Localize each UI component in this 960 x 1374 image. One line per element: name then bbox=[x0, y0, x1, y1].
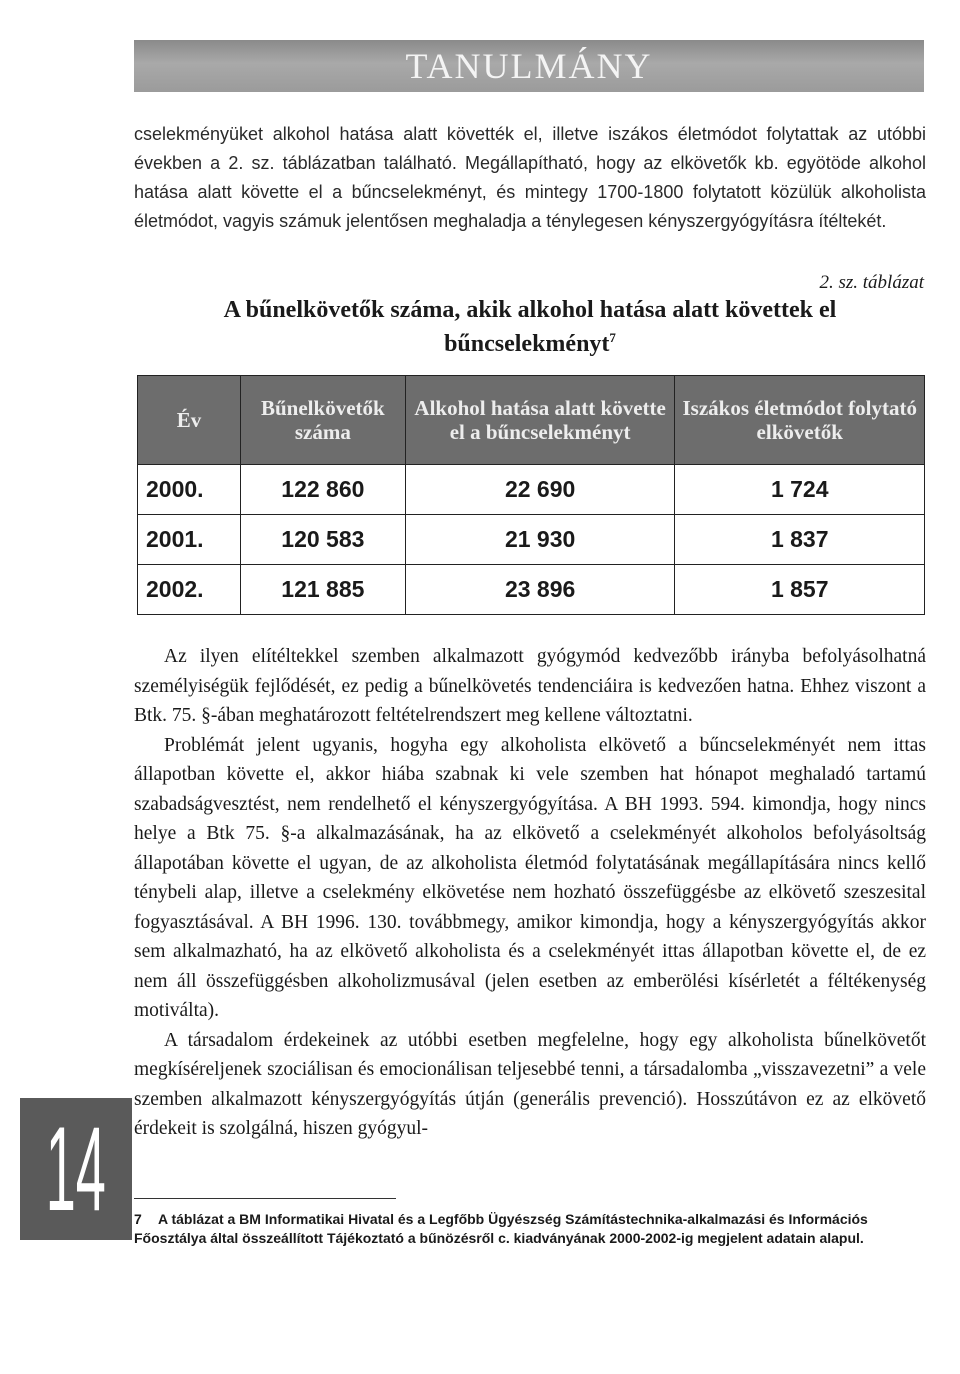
page-number-badge bbox=[20, 1098, 132, 1240]
cell-alcoholic-lifestyle: 1 857 bbox=[675, 565, 925, 615]
table-header-row bbox=[138, 376, 925, 465]
paragraph: Az ilyen elítéltekkel szemben alkalmazott gyógymód kedvezőbb irányba befolyásolhatná személyiségük fejlődését, ez pedig a bűnelkövetés tendenciáira is kedvezően hatna. Ehhez viszont a Btk. 75. §-ában meghatározott feltételrendszert meg kellene változtatni. bbox=[134, 646, 926, 726]
paragraph: A társadalom érdekeinek az utóbbi esetben megfelelne, hogy egy alkoholista bűnelkövetőt megkíséreljenek szociálisan és emocionálisan teljesebbé tenni, a társadalomba „visszavezetni” a vele szemben alkalmazott kényszergyógyítás útján (generális prevenció). Hosszútávon ez az elkövető érdekeit is szolgálná, hiszen gyógyul- bbox=[134, 1029, 926, 1139]
table-row bbox=[138, 515, 925, 565]
table-row bbox=[138, 465, 925, 515]
cell-under-influence: 23 896 bbox=[405, 565, 675, 615]
cell-offenders: 120 583 bbox=[240, 515, 405, 565]
table-title-text: A bűnelkövetők száma, akik alkohol hatása alatt követtek el bűncselekményt bbox=[223, 297, 837, 357]
cell-under-influence: 22 690 bbox=[405, 465, 675, 515]
table-row bbox=[138, 565, 925, 615]
cell-offenders: 121 885 bbox=[240, 565, 405, 615]
table-footnote-ref: 7 bbox=[609, 330, 616, 345]
header-year: Év bbox=[138, 376, 241, 465]
intro-paragraph bbox=[134, 120, 926, 236]
footnote-text: A táblázat a BM Informatikai Hivatal és a Legfőbb Ügyészség Számítástechnika-alkalmazási és Információs Főosztálya által összeállított Tájékoztató a bűnözésről c. kiadványának 2000-2002-ig megjelent adatain alapul. bbox=[134, 1211, 868, 1246]
footnote-divider bbox=[134, 1198, 396, 1199]
footnote-number: 7 bbox=[134, 1211, 142, 1227]
cell-year: 2002. bbox=[138, 565, 241, 615]
cell-year: 2001. bbox=[138, 515, 241, 565]
section-title: TANULMÁNY bbox=[405, 46, 653, 86]
cell-year: 2000. bbox=[138, 465, 241, 515]
cell-under-influence: 21 930 bbox=[405, 515, 675, 565]
paragraph: Problémát jelent ugyanis, hogyha egy alkoholista elkövető a bűncselekményét nem ittas állapotban követte el, akkor hiába szabnak ki vele szemben hat hónapot meghaladó tartamú szabadságvesztést, nem rendelhető el kényszergyógyítása. A BH 1993. 594. kimondja, hogy nincs helye a Btk 75. §-a alkalmazásának, ha az elkövető a cselekményét alkoholos befolyásoltság állapotában követte el ugyan, de az alkoholista életmód folytatásának megállapítására nincs kellő ténybeli alap, illetve a cselekmény elkövetése nem hozható összefüggésbe az elkövető szeszesital fogyasztásával. A BH 1996. 130. továbbmegy, amikor kimondja, hogy a kényszergyógyítás akkor sem alkalmazható, ha az elkövető alkoholista és a cselekményét ittas állapotban követte el, de ez nem áll összefüggésben alkoholizmusával (jelen esetben az emberölési kísérletét a féltékenység motiválta). bbox=[134, 734, 926, 1021]
data-table bbox=[137, 375, 925, 615]
table-label: 2. sz. táblázat bbox=[819, 272, 924, 293]
cell-offenders: 122 860 bbox=[240, 465, 405, 515]
header-alcoholic-lifestyle: Iszákos életmódot folytató elkövetők bbox=[675, 376, 925, 465]
cell-alcoholic-lifestyle: 1 837 bbox=[675, 515, 925, 565]
header-offenders: Bűnelkövetők száma bbox=[240, 376, 405, 465]
intro-text: cselekményüket alkohol hatása alatt követték el, illetve iszákos életmódot folytattak az utóbbi években a 2. sz. táblázatban található. Megállapítható, hogy az elkövetők kb. egyötöde alkohol hatása alatt követte el a bűncselekményt, és mintegy 1700-1800 folytatott közülük alkoholista életmódot, vagyis számuk jelentősen meghaladja a ténylegesen kényszergyógyításra ítéltekét. bbox=[134, 124, 926, 231]
section-header bbox=[134, 40, 924, 92]
table-title bbox=[140, 296, 920, 358]
page-number: 14 bbox=[45, 1102, 107, 1236]
header-under-influence: Alkohol hatása alatt követte el a bűncselekményt bbox=[405, 376, 675, 465]
cell-alcoholic-lifestyle: 1 724 bbox=[675, 465, 925, 515]
footnote bbox=[134, 1210, 914, 1248]
body-text bbox=[134, 642, 926, 1144]
